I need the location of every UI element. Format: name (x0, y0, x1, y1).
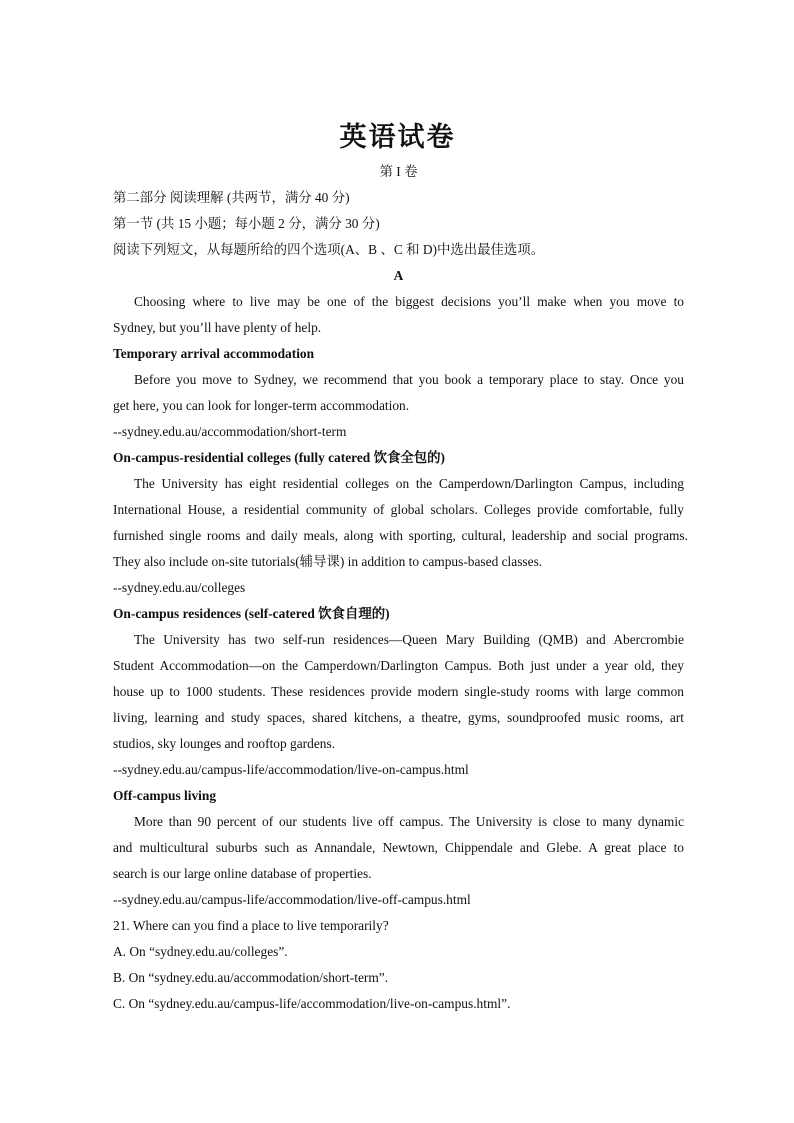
paragraph-line: furnished single rooms and daily meals, along with sporting, cultural, leadership and social programs. (113, 528, 688, 543)
paragraph-line: Student Accommodation—on the Camperdown/Darlington Campus. Both just under a year old, they (113, 658, 684, 673)
section-heading-colleges: On-campus-residential colleges (fully catered 饮食全包的) (113, 450, 445, 465)
answer-option-a: A. On “sydney.edu.au/colleges”. (113, 944, 288, 959)
paragraph-line: and multicultural suburbs such as Annandale, Newtown, Chippendale and Glebe. A great place to (113, 840, 684, 855)
paragraph-line: More than 90 percent of our students live off campus. The University is close to many dynamic (134, 814, 684, 829)
question-stem: 21. Where can you find a place to live temporarily? (113, 918, 389, 933)
exam-title: 英语试卷 (339, 122, 456, 152)
volume-label: 第 I 卷 (379, 164, 418, 179)
paragraph-line: Before you move to Sydney, we recommend that you book a temporary place to stay. Once you (134, 372, 684, 387)
paragraph-line: house up to 1000 students. These residences provide modern single-study rooms with large common (113, 684, 684, 699)
intro-line: Choosing where to live may be one of the biggest decisions you’ll make when you move to (134, 294, 684, 309)
source-url: --sydney.edu.au/colleges (113, 580, 246, 595)
section-heading-temporary: Temporary arrival accommodation (113, 346, 315, 361)
paragraph-line: International House, a residential community of global scholars. Colleges provide comfortable, fully (113, 502, 684, 517)
intro-line: Sydney, but you’ll have plenty of help. (113, 320, 322, 335)
section-heading-off-campus: Off-campus living (113, 788, 217, 803)
instruction-text: 阅读下列短文，从每题所给的四个选项(A、B 、C 和 D)中选出最佳选项。 (113, 242, 545, 257)
paragraph-line: The University has eight residential colleges on the Camperdown/Darlington Campus, including (134, 476, 684, 491)
paragraph-line: They also include on-site tutorials(辅导课) in addition to campus-based classes. (113, 554, 543, 569)
paragraph-line: get here, you can look for longer-term accommodation. (113, 398, 410, 413)
exam-page (113, 118, 688, 1017)
paragraph-line: studios, sky lounges and rooftop gardens. (113, 736, 336, 751)
paragraph-line: living, learning and study spaces, shared kitchens, a theatre, gyms, soundproofed music rooms, art (113, 710, 684, 725)
part-heading: 第二部分 阅读理解 (共两节，满分 40 分) (113, 190, 350, 205)
source-url: --sydney.edu.au/campus-life/accommodation/live-off-campus.html (113, 892, 471, 907)
section-heading: 第一节 (共 15 小题；每小题 2 分，满分 30 分) (113, 216, 380, 231)
source-url: --sydney.edu.au/accommodation/short-term (113, 424, 347, 439)
source-url: --sydney.edu.au/campus-life/accommodation/live-on-campus.html (113, 762, 469, 777)
passage-label: A (393, 268, 404, 283)
answer-option-b: B. On “sydney.edu.au/accommodation/short-term”. (113, 970, 389, 985)
section-heading-residences: On-campus residences (self-catered 饮食自理的) (113, 606, 390, 621)
paragraph-line: search is our large online database of properties. (113, 866, 372, 881)
answer-option-c: C. On “sydney.edu.au/campus-life/accommodation/live-on-campus.html”. (113, 996, 511, 1011)
paragraph-line: The University has two self-run residences—Queen Mary Building (QMB) and Abercrombie (134, 632, 684, 647)
